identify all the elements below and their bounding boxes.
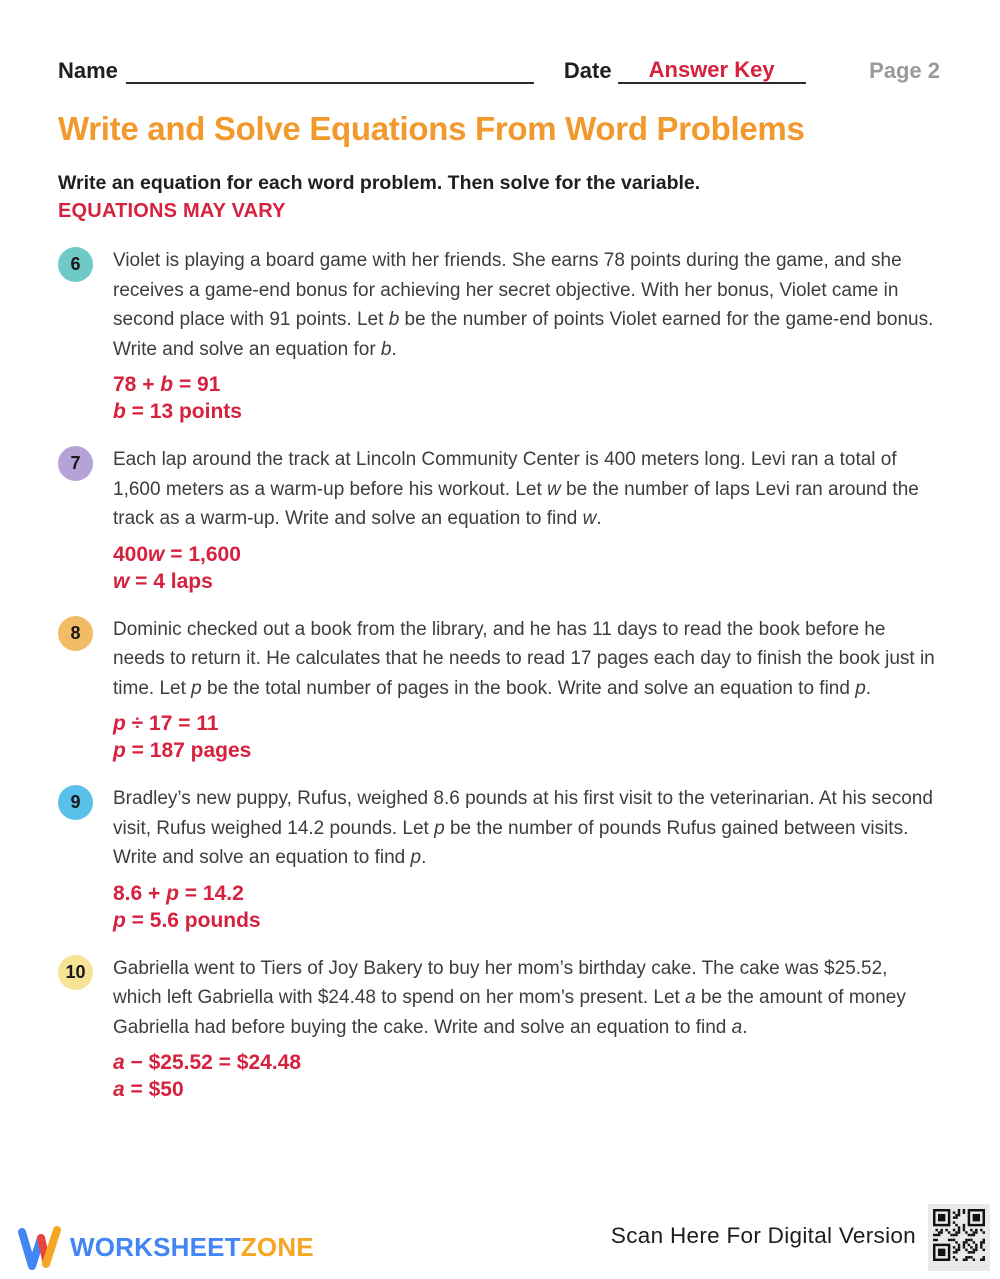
scan-here-text: Scan Here For Digital Version [610,1222,916,1248]
brand-name [70,1232,314,1263]
brand-zone: ZONE [240,1231,314,1262]
date-label: Date [563,58,612,83]
problems-list [58,246,940,1103]
qr-code [928,1204,990,1271]
problem-item [58,246,940,425]
answer-equation-line: w = 4 laps [113,569,213,593]
problem-number-badge: 6 [58,247,93,282]
answer-equations [113,541,940,595]
answer-equation-line: p = 5.6 pounds [113,908,261,932]
page-number: Page 2 [869,58,940,83]
page-title: Write and Solve Equations From Word Problems [58,110,805,147]
answer-equation-line: 400w = 1,600 [113,542,241,566]
problem-body [113,784,940,934]
answer-equation-line: a = $50 [113,1078,184,1101]
instructions-text: Write an equation for each word problem. Then solve for the variable. [58,172,701,194]
problem-text: Each lap around the track at Lincoln Community Center is 400 meters long. Levi ran a total of 1,600 meters as a warm-up before his workout. Let w be the number of laps Levi ran around the track as a warm-up. Write and solve an equation to find w. [113,449,919,529]
worksheetzone-logo-icon [16,1223,62,1271]
answer-equation-line: p ÷ 17 = 11 [113,712,219,735]
problem-item [58,615,940,765]
problem-number-badge: 7 [58,446,93,481]
problem-number-badge: 10 [58,955,93,990]
problem-item [58,445,940,595]
answer-equations [113,1049,940,1103]
answer-equation-line: 8.6 + p = 14.2 [113,881,244,905]
answer-equation-line: b = 13 points [113,400,242,423]
problem-body [113,445,940,595]
answer-equation-line: 78 + b = 91 [113,373,221,396]
answer-equation-line: a − $25.52 = $24.48 [113,1051,302,1074]
problem-number-badge: 8 [58,616,93,651]
answer-equations [113,371,940,425]
brand-worksheet: WORKSHEET [70,1231,241,1262]
date-blank-line [618,58,806,84]
problem-item [58,954,940,1104]
name-label: Name [58,58,118,83]
problem-text: Dominic checked out a book from the library, and he has 11 days to read the book before he needs to return it. He calculates that he needs to read 17 pages each day to finish the book just in time. Let p be the total number of pages in the book. Write and solve an equation to find p. [113,618,935,699]
problem-body [113,246,940,425]
problem-body [113,954,940,1104]
problem-text: Bradley’s new puppy, Rufus, weighed 8.6 pounds at his first visit to the veterinarian. At his second visit, Rufus weighed 14.2 pounds. Let p be the number of pounds Rufus gained between visits. Write and solve an equation to find p. [113,788,933,868]
answer-equations [113,880,940,934]
answer-key-text: Answer Key [648,57,775,82]
equations-may-vary-note: EQUATIONS MAY VARY [58,200,286,222]
header [58,58,940,84]
answer-equations [113,710,940,764]
worksheetzone-logo [16,1223,314,1271]
answer-equation-line: p = 187 pages [113,739,252,762]
name-blank-line [126,58,534,84]
problem-number-badge: 9 [58,785,93,820]
problem-text: Gabriella went to Tiers of Joy Bakery to buy her mom’s birthday cake. The cake was $25.52, which left Gabriella with $24.48 to spend on her mom’s present. Let a be the amount of money Gabriella had before buying the cake. Write and solve an equation to find a. [113,957,906,1038]
footer [0,1203,1000,1279]
problem-item [58,784,940,934]
problem-body [113,615,940,765]
scan-area [611,1204,990,1271]
problem-text: Violet is playing a board game with her friends. She earns 78 points during the game, and she receives a game-end bonus for achieving her secret objective. With her bonus, Violet came in second place with 91 points. Let b be the number of points Violet earned for the game-end bonus. Write and solve an equation for b. [113,250,934,360]
